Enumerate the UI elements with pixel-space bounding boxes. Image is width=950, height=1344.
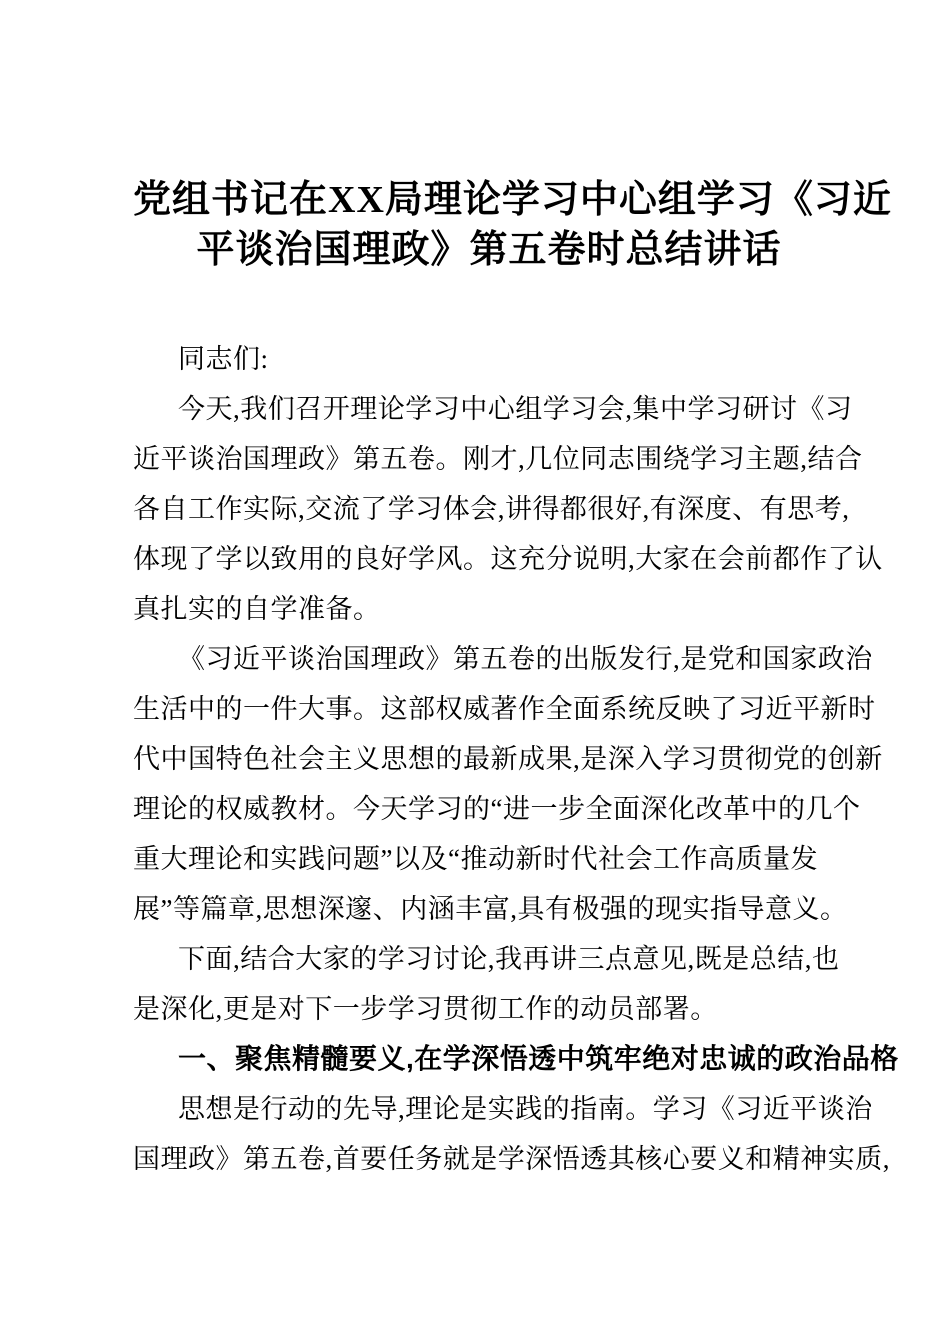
body-line: 真扎实的自学准备。 (133, 594, 381, 624)
body-line: 《习近平谈治国理政》第五卷的出版发行,是党和国家政治 (178, 644, 873, 674)
body-line: 是深化,更是对下一步学习贯彻工作的动员部署。 (133, 994, 718, 1024)
body-line: 今天,我们召开理论学习中心组学习会,集中学习研讨《习 (178, 394, 853, 424)
body-line: 展”等篇章,思想深邃、内涵丰富,具有极强的现实指导意义。 (133, 894, 848, 924)
body-line: 各自工作实际,交流了学习体会,讲得都很好,有深度、有思考, (133, 494, 850, 524)
body-line: 国理政》第五卷,首要任务就是学深悟透其核心要义和精神实质, (133, 1144, 890, 1174)
body-line: 重大理论和实践问题”以及“推动新时代社会工作高质量发 (133, 844, 818, 874)
body-line: 思想是行动的先导,理论是实践的指南。学习《习近平谈治 (178, 1094, 873, 1124)
body-line: 近平谈治国理政》第五卷。刚才,几位同志围绕学习主题,结合 (133, 444, 863, 474)
title-line: 党组书记在XX局理论学习中心组学习《习近 (133, 179, 892, 221)
section-heading: 一、聚焦精髓要义,在学深悟透中筑牢绝对忠诚的政治品格 (178, 1043, 899, 1074)
body-line: 同志们: (178, 344, 269, 374)
body-line: 生活中的一件大事。这部权威著作全面系统反映了习近平新时 (133, 694, 876, 724)
title-line: 平谈治国理政》第五卷时总结讲话 (196, 229, 782, 271)
body-line: 理论的权威教材。今天学习的“进一步全面深化改革中的几个 (133, 794, 861, 824)
document-title (133, 0, 892, 275)
document-body (133, 334, 899, 1184)
body-line: 代中国特色社会主义思想的最新成果,是深入学习贯彻党的创新 (133, 744, 883, 774)
body-line: 下面,结合大家的学习讨论,我再讲三点意见,既是总结,也 (178, 944, 840, 974)
body-line: 体现了学以致用的良好学风。这充分说明,大家在会前都作了认 (133, 544, 883, 574)
